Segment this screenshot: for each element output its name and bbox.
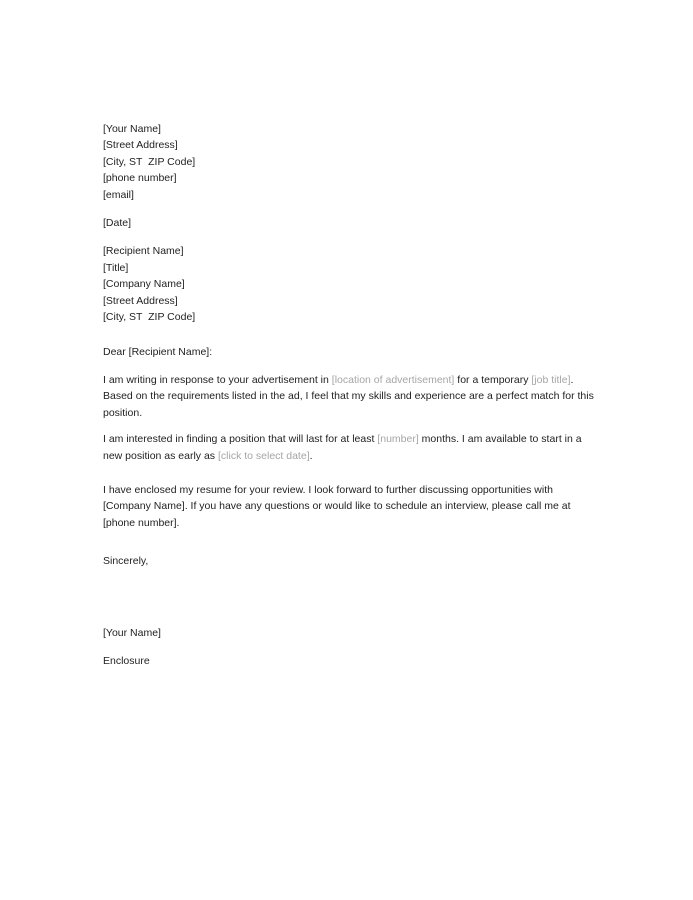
salutation-line: Dear [Recipient Name]:	[103, 346, 213, 359]
closing-line: Sincerely,	[103, 555, 149, 568]
sender-phone-number-field[interactable]: [phone number]	[103, 172, 177, 185]
p2-text-run-3: .	[309, 449, 313, 462]
recipient-company-name-field[interactable]: [Company Name]	[103, 278, 185, 291]
paragraph-2	[103, 431, 595, 464]
p2-number-field[interactable]: [number]	[377, 433, 419, 446]
sender-address-block	[103, 121, 595, 203]
p1-text-run-1: I am writing in response to your advertisement in	[103, 373, 332, 386]
recipient-name-field[interactable]: [Recipient Name]	[103, 245, 184, 258]
p1-text-run-2: for a temporary	[454, 373, 532, 386]
date-field[interactable]: [Date]	[103, 217, 132, 230]
recipient-street-address-field[interactable]: [Street Address]	[103, 294, 178, 307]
signature-name-field[interactable]: [Your Name]	[103, 626, 161, 639]
sender-city-state-zip-field[interactable]: [City, ST ZIP Code]	[103, 155, 196, 168]
recipient-city-state-zip-field[interactable]: [City, ST ZIP Code]	[103, 311, 196, 324]
paragraph-3: I have enclosed my resume for your review. I look forward to further discussing opportunities with [Company Name]. If you have any questions or would like to schedule an interview, please call me at [phone number].	[103, 483, 574, 529]
enclosure-line: Enclosure	[103, 654, 150, 667]
sender-email-field[interactable]: [email]	[103, 188, 134, 201]
p1-job-title-field[interactable]: [job title]	[531, 373, 571, 386]
p1-text-run-3: . Based on the requirements listed in the ad, I feel that my skills and experience are a perfect match for this position.	[103, 373, 597, 419]
p2-text-run-1: I am interested in finding a position that will last for at least	[103, 433, 378, 446]
p2-click-to-select-date-field[interactable]: [click to select date]	[217, 449, 310, 462]
recipient-title-field[interactable]: [Title]	[103, 261, 129, 274]
p1-location-of-advertisement-field[interactable]: [location of advertisement]	[331, 373, 455, 386]
recipient-address-block	[103, 243, 595, 325]
letter-body	[103, 121, 595, 669]
paragraph-1	[103, 372, 595, 421]
sender-name-field[interactable]: [Your Name]	[103, 123, 161, 135]
p2-text-run-2: months. I am available to start in a new position as early as	[103, 433, 585, 462]
sender-street-address-field[interactable]: [Street Address]	[103, 139, 178, 152]
